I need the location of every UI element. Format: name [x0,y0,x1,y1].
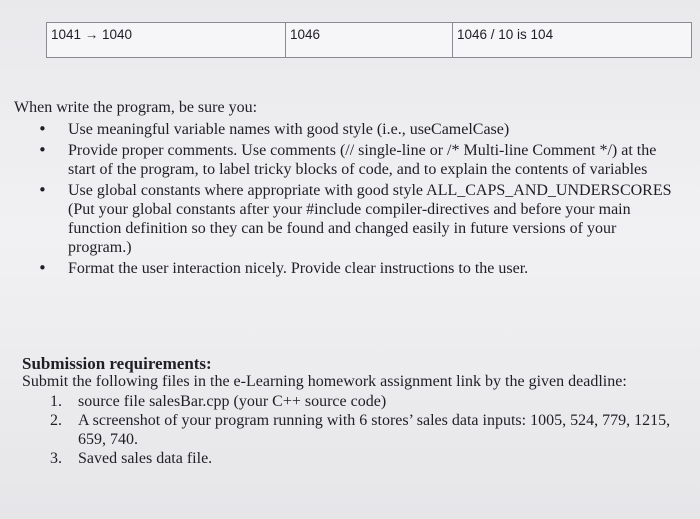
list-item-text: Use meaningful variable names with good style (i.e., useCamelCase) [68,121,510,138]
list-item-text: Saved sales data file. [78,450,213,467]
bullet-icon: • [38,141,47,159]
bullet-icon: • [38,120,47,138]
list-item [32,120,672,139]
section-heading: Submission requirements: [22,354,212,373]
table-cell: 1046 / 10 is 104 [457,27,554,42]
guidelines-list [32,120,672,280]
list-item-text: A screenshot of your program running with 6 stores’ sales data inputs: 1005, 524, 779, 1215, 659, 740. [78,412,671,448]
list-item-text: source file salesBar.cpp (your C++ source code) [78,393,387,410]
list-number: 3. [50,450,62,467]
list-item-text: Format the user interaction nicely. Provide clear instructions to the user. [68,260,529,277]
list-item-text: Use global constants where appropriate with good style ALL_CAPS_AND_UNDERSCORES (Put your global constants after your #include compiler-directives and before your main function definition so they can be found and changed easily in future versions of your program.) [68,182,672,256]
submission-intro: Submit the following files in the e-Learning homework assignment link by the given deadline: [22,373,627,390]
bullet-icon: • [38,259,47,277]
list-number: 2. [50,412,62,429]
list-item [32,259,672,278]
list-item-text: Provide proper comments. Use comments (// single-line or /* Multi-line Comment */) at the start of the program, to label tricky blocks of code, and to explain the contents of variables [68,142,657,178]
submission-list [50,392,680,468]
list-item [50,392,680,411]
list-item [50,449,680,468]
table-cell: 1046 [286,23,453,57]
list-number: 1. [50,393,62,410]
list-item [32,181,672,257]
list-item [50,411,680,449]
table-cell: 1041 → 1040 [47,23,286,57]
list-item [32,141,672,179]
values-table [46,22,692,58]
intro-text: When write the program, be sure you: [14,99,258,116]
bullet-icon: • [38,181,47,199]
